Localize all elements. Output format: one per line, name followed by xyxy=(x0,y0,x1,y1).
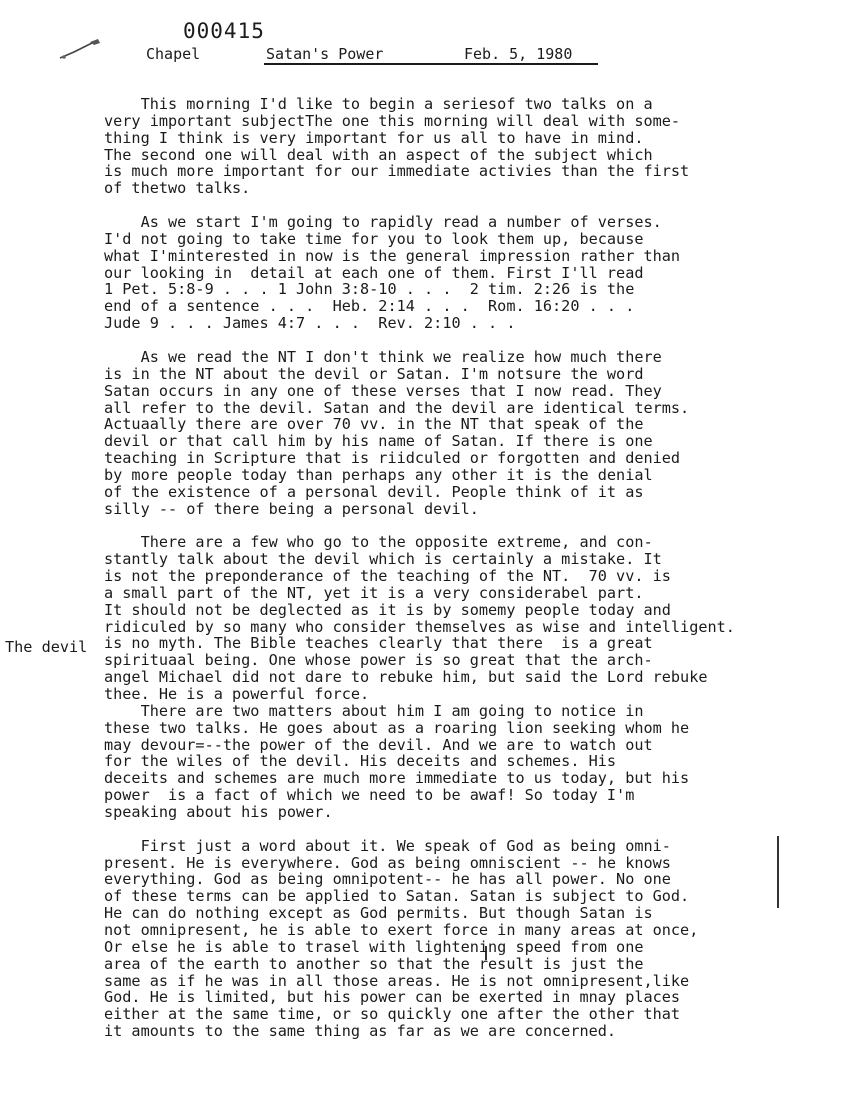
header-chapel: Chapel xyxy=(146,45,201,63)
text-line: may devour=--the power of the devil. And we are to watch out xyxy=(104,735,653,754)
text-line: First just a word about it. We speak of God as being omni- xyxy=(104,836,671,855)
text-line: Jude 9 . . . James 4:7 . . . Rev. 2:10 . . . xyxy=(104,314,516,333)
text-line: There are two matters about him I am going to notice in xyxy=(104,701,644,720)
text-line: stantly talk about the devil which is certainly a mistake. It xyxy=(104,550,662,569)
text-line: silly -- of there being a personal devil. xyxy=(104,499,479,518)
text-line: Actuaally there are over 70 vv. in the NT that speak of the xyxy=(104,415,644,434)
text-line: it amounts to the same thing as far as we are concerned. xyxy=(104,1022,617,1041)
paragraph xyxy=(104,96,849,197)
text-line: what I'minterested in now is the general impression rather than xyxy=(104,246,681,265)
text-line: is no myth. The Bible teaches clearly that there is a great xyxy=(104,634,653,653)
text-line: It should not be deglected as it is by somemy people today and xyxy=(104,600,671,619)
text-line: angel Michael did not dare to rebuke him, but said the Lord rebuke xyxy=(104,668,708,687)
text-line: same as if he was in all those areas. He is not omnipresent,like xyxy=(104,971,690,990)
text-line: deceits and schemes are much more immediate to us today, but his xyxy=(104,769,690,788)
text-line: of thetwo talks. xyxy=(104,179,251,198)
text-line: all refer to the devil. Satan and the devil are identical terms. xyxy=(104,398,690,417)
text-line: The second one will deal with an aspect of the subject which xyxy=(104,145,653,164)
text-line: ridiculed by so many who consider themselves as wise and intelligent. xyxy=(104,617,735,636)
text-line: teaching in Scripture that is riidculed or forgotten and denied xyxy=(104,449,681,468)
text-line: these two talks. He goes about as a roaring lion seeking whom he xyxy=(104,718,690,737)
text-line: present. He is everywhere. God as being omniscient -- he knows xyxy=(104,853,671,872)
text-line: is much more important for our immediate activies than the first xyxy=(104,162,690,181)
text-line: Satan occurs in any one of these verses that I now read. They xyxy=(104,381,662,400)
text-line: thee. He is a powerful force. xyxy=(104,685,370,703)
text-line: either at the same time, or so quickly one after the other that xyxy=(104,1005,681,1024)
text-line: is in the NT about the devil or Satan. I'm notsure the word xyxy=(104,364,644,383)
text-line: of the existence of a personal devil. People think of it as xyxy=(104,482,644,501)
margin-note: The devil xyxy=(5,638,88,656)
text-line: very important subjectThe one this morning will deal with some- xyxy=(104,111,681,130)
document-body xyxy=(104,96,849,1057)
text-line: As we read the NT I don't think we realize how much there xyxy=(104,347,662,366)
text-line: 1 Pet. 5:8-9 . . . 1 John 3:8-10 . . . 2 tim. 2:26 is the xyxy=(104,280,635,299)
text-line: There are a few who go to the opposite extreme, and con- xyxy=(104,533,653,552)
document-number: 000415 xyxy=(183,19,265,43)
paragraph xyxy=(104,838,849,1040)
text-line: power is a fact of which we need to be awaf! So today I'm xyxy=(104,786,635,805)
text-line: Or else he is able to trasel with lightening speed from one xyxy=(104,937,644,956)
text-line: area of the earth to another so that the result is just the xyxy=(104,954,644,973)
text-line: As we start I'm going to rapidly read a number of verses. xyxy=(104,213,662,232)
text-line: spirituaal being. One whose power is so great that the arch- xyxy=(104,651,653,670)
header-title: Satan's Power xyxy=(266,45,384,63)
ink-smudge-mark xyxy=(56,36,104,64)
text-line: This morning I'd like to begin a seriesof two talks on a xyxy=(104,95,653,113)
text-line: of these terms can be applied to Satan. Satan is subject to God. xyxy=(104,887,690,906)
text-line: not omnipresent, he is able to exert force in many areas at once, xyxy=(104,920,699,939)
paragraph xyxy=(104,214,849,332)
text-line: end of a sentence . . . Heb. 2:14 . . . Rom. 16:20 . . . xyxy=(104,297,635,316)
header-date: Feb. 5, 1980 xyxy=(464,45,573,63)
text-line: everything. God as being omnipotent-- he has all power. No one xyxy=(104,870,671,889)
text-line: He can do nothing except as God permits. But though Satan is xyxy=(104,904,653,923)
text-line: devil or that call him by his name of Satan. If there is one xyxy=(104,432,653,451)
text-line: our looking in detail at each one of them. First I'll read xyxy=(104,263,644,282)
text-line: a small part of the NT, yet it is a very considerabel part. xyxy=(104,583,644,602)
paragraph xyxy=(104,349,849,517)
paragraph xyxy=(104,534,849,820)
text-line: God. He is limited, but his power can be exerted in mnay places xyxy=(104,988,681,1007)
text-line: is not the preponderance of the teaching of the NT. 70 vv. is xyxy=(104,567,671,586)
text-line: I'd not going to take time for you to look them up, because xyxy=(104,229,644,248)
text-line: speaking about his power. xyxy=(104,802,333,821)
text-line: by more people today than perhaps any other it is the denial xyxy=(104,465,653,484)
text-line: thing I think is very important for us all to have in mind. xyxy=(104,128,644,147)
text-line: for the wiles of the devil. His deceits and schemes. His xyxy=(104,752,617,771)
header-underline xyxy=(264,63,598,65)
